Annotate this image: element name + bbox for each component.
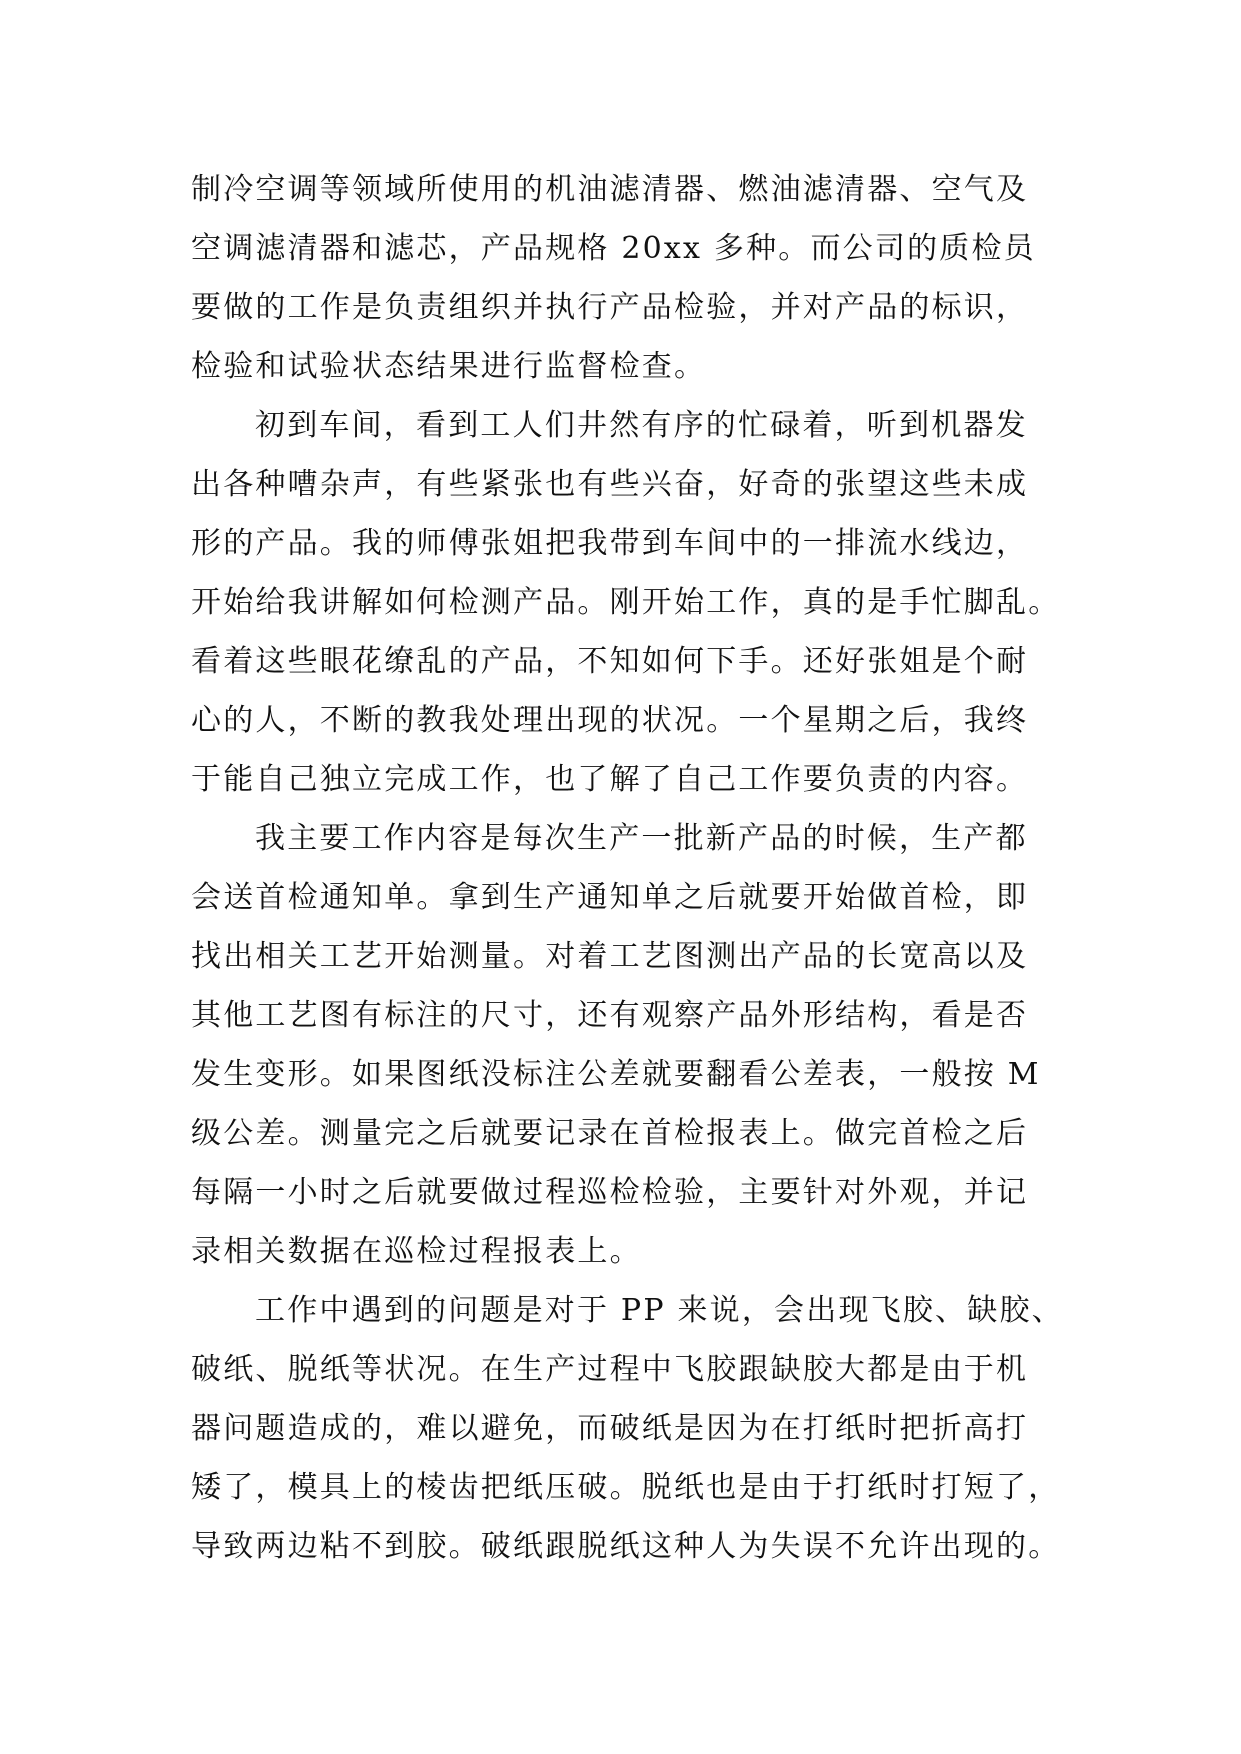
- text-line: 要做的工作是负责组织并执行产品检验，并对产品的标识，: [191, 290, 1029, 325]
- text-line: 发生变形。如果图纸没标注公差就要翻看公差表，一般按 M: [191, 1057, 1041, 1092]
- body-text: [191, 160, 1064, 1576]
- text-line: 于能自己独立完成工作，也了解了自己工作要负责的内容。: [191, 762, 1029, 797]
- paragraph-first-line: 我主要工作内容是每次生产一批新产品的时候，生产都: [255, 821, 1028, 856]
- text-line: 开始给我讲解如何检测产品。刚开始工作，真的是手忙脚乱。: [191, 585, 1061, 620]
- text-line: 心的人，不断的教我处理出现的状况。一个星期之后，我终: [191, 703, 1029, 738]
- text-line: 会送首检通知单。拿到生产通知单之后就要开始做首检，即: [191, 880, 1029, 915]
- text-line: 空调滤清器和滤芯，产品规格 20xx 多种。而公司的质检员: [191, 231, 1036, 266]
- text-line: 导致两边粘不到胶。破纸跟脱纸这种人为失误不允许出现的。: [191, 1529, 1061, 1564]
- paragraph-first-line: 工作中遇到的问题是对于 PP 来说，会出现飞胶、缺胶、: [255, 1293, 1064, 1328]
- text-line: 每隔一小时之后就要做过程巡检检验，主要针对外观，并记: [191, 1175, 1029, 1210]
- paragraph-first-line: 初到车间，看到工人们井然有序的忙碌着，听到机器发: [255, 408, 1028, 443]
- text-line: 器问题造成的，难以避免，而破纸是因为在打纸时把折高打: [191, 1411, 1029, 1446]
- text-line: 录相关数据在巡检过程报表上。: [191, 1234, 642, 1269]
- text-line: 形的产品。我的师傅张姐把我带到车间中的一排流水线边，: [191, 526, 1029, 561]
- text-line: 破纸、脱纸等状况。在生产过程中飞胶跟缺胶大都是由于机: [191, 1352, 1029, 1387]
- text-line: 找出相关工艺开始测量。对着工艺图测出产品的长宽高以及: [191, 939, 1029, 974]
- text-line: 检验和试验状态结果进行监督检查。: [191, 349, 707, 384]
- text-line: 看着这些眼花缭乱的产品，不知如何下手。还好张姐是个耐: [191, 644, 1029, 679]
- text-line: 其他工艺图有标注的尺寸，还有观察产品外形结构，看是否: [191, 998, 1029, 1033]
- text-line: 级公差。测量完之后就要记录在首检报表上。做完首检之后: [191, 1116, 1029, 1151]
- text-line: 制冷空调等领域所使用的机油滤清器、燃油滤清器、空气及: [191, 172, 1029, 207]
- text-line: 矮了，模具上的棱齿把纸压破。脱纸也是由于打纸时打短了，: [191, 1470, 1061, 1505]
- text-line: 出各种嘈杂声，有些紧张也有些兴奋，好奇的张望这些未成: [191, 467, 1029, 502]
